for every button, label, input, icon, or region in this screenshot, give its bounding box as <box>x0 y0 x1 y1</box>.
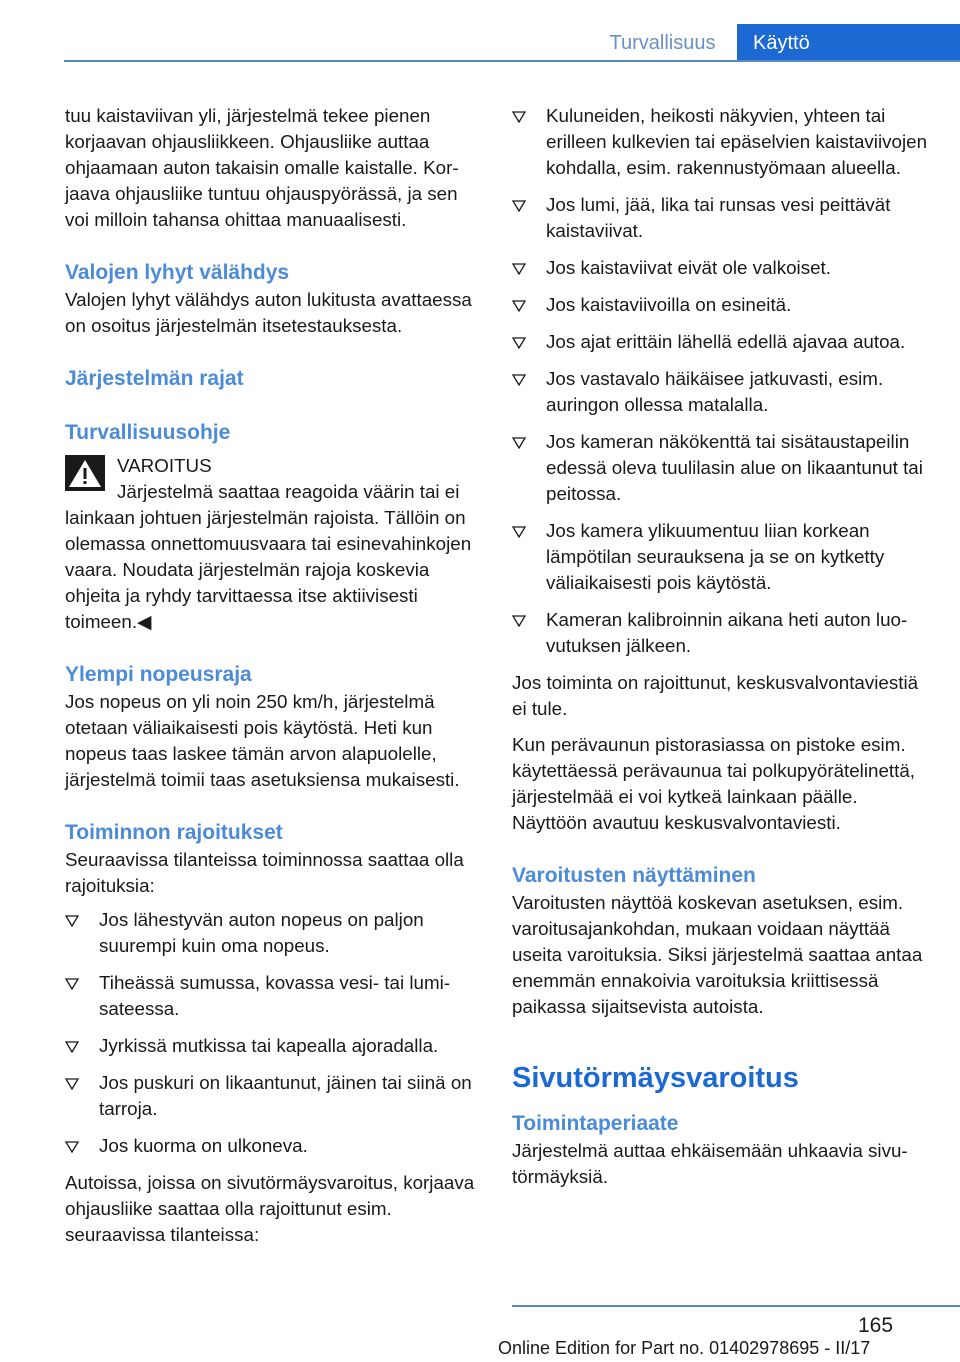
bullet-triangle-icon <box>65 1041 79 1053</box>
list-item: Jos ajat erittäin lähellä edellä ajavaa autoa. <box>512 329 928 355</box>
heading-light-flash: Valojen lyhyt välähdys <box>65 261 290 284</box>
header-rule <box>64 60 960 62</box>
page-number: 165 <box>858 1314 894 1337</box>
heading-speed-limit: Ylempi nopeusraja <box>65 663 252 686</box>
list-item: Jyrkissä mutkissa tai kapealla ajoradalla. <box>65 1033 478 1059</box>
list-item: Tiheässä sumussa, kovassa vesi- tai lumisateessa. <box>65 970 478 1022</box>
section-tab-kaytto[interactable]: Käyttö <box>737 24 960 62</box>
warning-triangle-icon <box>65 455 105 491</box>
function-limits-list <box>65 907 478 1159</box>
list-item: Jos lähestyvän auton nopeus on paljon suurempi kuin oma nopeus. <box>65 907 478 959</box>
warning-text <box>65 479 478 635</box>
list-item: Jos kameran näkökenttä tai sisätaustapeilin edessä oleva tuulilasin alue on likaantunut tai peitossa. <box>512 429 928 507</box>
light-flash-paragraph: Valojen lyhyt välähdys auton lukitusta avattaessa on osoitus järjestelmän itsetestauksesta. <box>65 289 472 336</box>
heading-side-collision-warning: Sivutörmäysvaroitus <box>512 1062 799 1094</box>
list-item: Jos vastavalo häikäisee jatkuvasti, esim. auringon ollessa matalalla. <box>512 366 928 418</box>
bullet-triangle-icon <box>65 915 79 927</box>
list-item: Kuluneiden, heikosti näkyvien, yhteen tai erilleen kulkevien tai epäselvien kaistaviivojen kohdalla, esim. rakennustyömaan alueella. <box>512 103 928 181</box>
section-tab-turvallisuus[interactable]: Turvallisuus <box>609 32 716 54</box>
warning-display-paragraph: Varoitusten näyttöä koskevan asetuksen, esim. varoitusajankohdan, mukaan voidaan näyttää useita varoituksia. Siksi järjestelmä saattaa antaa enemmän ennakoivia varoituksia kriittisessä paikassa sijaitsevista autoista. <box>512 892 923 1017</box>
heading-warning-display: Varoitusten näyttäminen <box>512 864 756 887</box>
bullet-triangle-icon <box>65 978 79 990</box>
heading-system-limits: Järjestelmän rajat <box>65 367 244 390</box>
speed-limit-paragraph: Jos nopeus on yli noin 250 km/h, järjestelmä otetaan väliaikaisesti pois käytöstä. Heti kun nopeus taas laskee tämän arvon alapuolelle, järjestelmä toimii taas asetuksiensa mukaisesti. <box>65 691 460 790</box>
bullet-triangle-icon <box>65 1078 79 1090</box>
list-item: Jos kamera ylikuumentuu liian korkean lämpötilan seurauksena ja se on kytketty väliaikaisesti pois käytöstä. <box>512 518 928 596</box>
list-item: Jos kuorma on ulkoneva. <box>65 1133 478 1159</box>
side-collision-limits-paragraph: Autoissa, joissa on sivutörmäysvaroitus, korjaava ohjausliike saattaa olla rajoittunut esim. seuraavissa tilanteissa: <box>65 1172 475 1245</box>
warning-block <box>65 453 478 635</box>
function-limits-paragraph: Seuraavissa tilanteissa toiminnossa saattaa olla rajoituksia: <box>65 849 464 896</box>
lane-limits-list <box>512 103 928 659</box>
right-column <box>512 103 928 1190</box>
bullet-triangle-icon <box>512 337 526 349</box>
list-item: Kameran kalibroinnin aikana heti auton luovutuksen jälkeen. <box>512 607 928 659</box>
intro-paragraph: tuu kaistaviivan yli, järjestelmä tekee pienen korjaavan ohjausliikkeen. Ohjausliike auttaa ohjaamaan auton takaisin omalle kaistalle. Korjaava ohjausliike tuntuu ohjauspyörässä, ja sen voi milloin tahansa ohittaa manuaalisesti. <box>65 105 459 230</box>
bullet-triangle-icon <box>65 1141 79 1153</box>
bullet-triangle-icon <box>512 111 526 123</box>
footer-rule <box>512 1305 960 1307</box>
list-item: Jos kaistaviivoilla on esineitä. <box>512 292 928 318</box>
limited-function-paragraph: Jos toiminta on rajoittunut, keskusvalvontaviestiä ei tule. <box>512 672 919 719</box>
heading-function-limits: Toiminnon rajoitukset <box>65 821 283 844</box>
bullet-triangle-icon <box>512 615 526 627</box>
edition-note: Online Edition for Part no. 01402978695 - II/17 <box>498 1338 871 1358</box>
list-item: Jos kaistaviivat eivät ole valkoiset. <box>512 255 928 281</box>
warning-title: VAROITUS <box>117 455 212 476</box>
list-item: Jos puskuri on likaantunut, jäinen tai siinä on tarroja. <box>65 1070 478 1122</box>
heading-safety-note: Turvallisuusohje <box>65 421 231 444</box>
trailer-socket-paragraph: Kun perävaunun pistorasiassa on pistoke esim. käytettäessä perävaunua tai polkupyörätelinettä, järjestelmää ei voi kytkeä lainkaan päälle. Näyttöön avautuu keskusvalvontaviesti. <box>512 734 916 833</box>
bullet-triangle-icon <box>512 437 526 449</box>
warning-text-first-line: Järjestelmä saattaa reagoida väärin tai ei <box>117 481 460 502</box>
operating-principle-paragraph: Järjestelmä auttaa ehkäisemään uhkaavia sivutörmäyksiä. <box>512 1140 908 1187</box>
left-column <box>65 103 478 1248</box>
bullet-triangle-icon <box>512 263 526 275</box>
bullet-triangle-icon <box>512 200 526 212</box>
warning-text-rest: lainkaan johtuen järjestelmän rajoista. Tällöin on olemassa onnettomuusvaara tai esinevahinkojen vaara. Noudata järjestelmän rajoja koskevia ohjeita ja ryhdy tarvittaessa itse aktiivisesti toimeen.◀ <box>65 507 472 632</box>
bullet-triangle-icon <box>512 300 526 312</box>
bullet-triangle-icon <box>512 526 526 538</box>
list-item: Jos lumi, jää, lika tai runsas vesi peittävät kaistaviivat. <box>512 192 928 244</box>
bullet-triangle-icon <box>512 374 526 386</box>
heading-operating-principle: Toimintaperiaate <box>512 1112 679 1135</box>
